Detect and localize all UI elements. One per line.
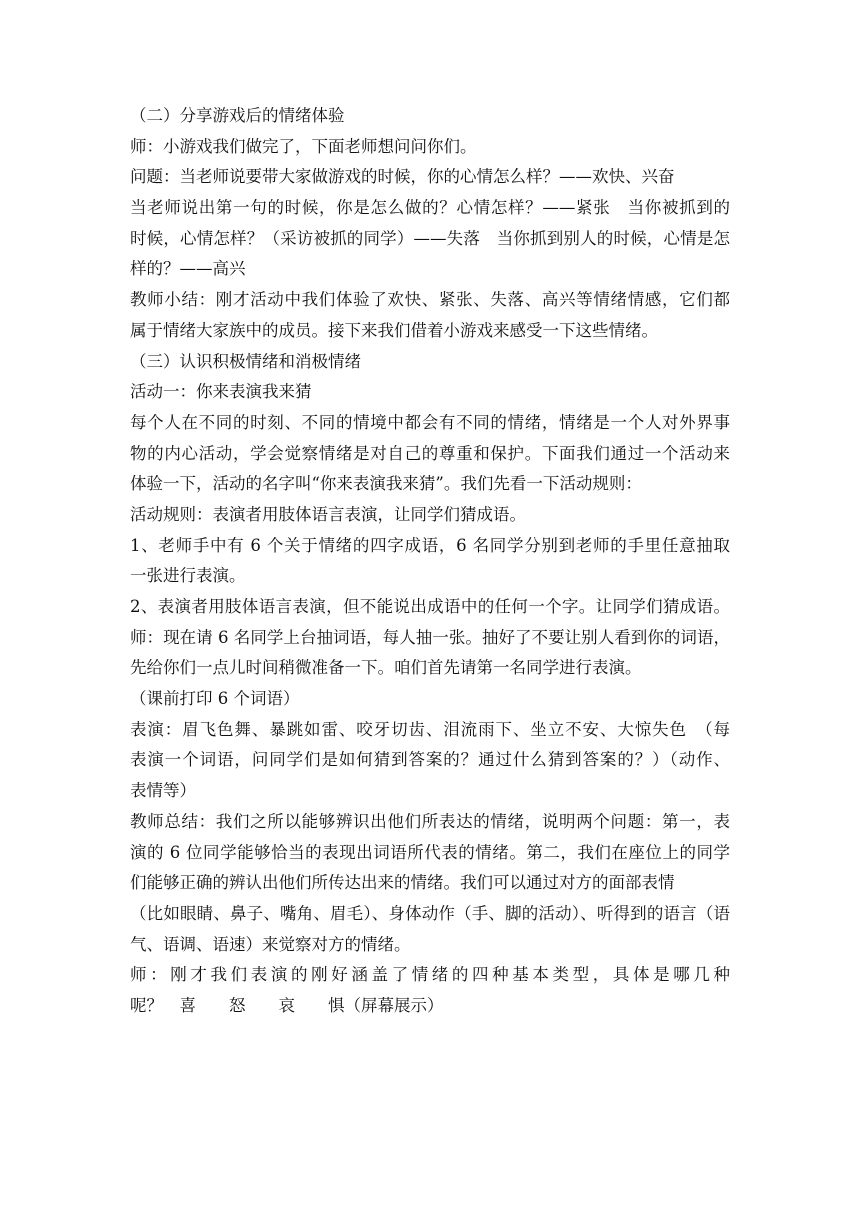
paragraph-line: 每个人在不同的时刻、不同的情境中都会有不同的情绪，情绪是一个人对外界事	[130, 412, 730, 432]
paragraph-line: 表演一个词语，问同学们是如何猜到答案的？通过什么猜到答案的？）（动作、	[130, 750, 730, 770]
paragraph-line: 表情等）	[130, 781, 196, 801]
paragraph-line: 体验一下，活动的名字叫“你来表演我来猜”。我们先看一下活动规则：	[130, 474, 642, 494]
paragraph-line: 师：刚才我们表演的刚好涵盖了情绪的四种基本类型，具体是哪几种	[130, 965, 730, 985]
section-heading: （二）分享游戏后的情绪体验	[130, 106, 345, 125]
paragraph-line: 1、老师手中有 6 个关于情绪的四字成语，6 名同学分别到老师的手里任意抽取	[130, 535, 730, 555]
paragraph-line: （课前打印 6 个词语）	[130, 689, 300, 709]
paragraph-line: 2、表演者用肢体语言表演，但不能说出成语中的任何一个字。让同学们猜成语。	[130, 597, 730, 616]
paragraph-line: 物的内心活动，学会觉察情绪是对自己的尊重和保护。下面我们通过一个活动来	[130, 443, 730, 463]
section-heading: （三）认识积极情绪和消极情绪	[130, 351, 361, 371]
paragraph-line: 当老师说出第一句的时候，你是怎么做的？心情怎样？——紧张 当你被抓到的	[130, 198, 730, 218]
paragraph-line: 表演：眉飞色舞、暴跳如雷、咬牙切齿、泪流雨下、坐立不安、大惊失色 （每	[130, 719, 730, 739]
paragraph-line: 呢？ 喜 怒 哀 惧（屏幕展示）	[130, 995, 444, 1015]
paragraph-line: 师：小游戏我们做完了，下面老师想问问你们。	[130, 136, 477, 156]
document-body	[130, 101, 730, 1022]
paragraph-line: 师：现在请 6 名同学上台抽词语，每人抽一张。抽好了不要让别人看到你的词语，	[130, 627, 730, 647]
paragraph-line: 样的？——高兴	[130, 259, 246, 279]
paragraph-line: 先给你们一点儿时间稍微准备一下。咱们首先请第一名同学进行表演。	[130, 658, 642, 678]
paragraph-line: 问题：当老师说要带大家做游戏的时候，你的心情怎么样？——欢快、兴奋	[130, 167, 675, 187]
paragraph-line: （比如眼睛、鼻子、嘴角、眉毛）、身体动作（手、脚的活动）、听得到的语言（语	[130, 903, 730, 923]
paragraph-line: 一张进行表演。	[130, 566, 246, 586]
paragraph-line: 们能够正确的辨认出他们所传达出来的情绪。我们可以通过对方的面部表情	[130, 873, 675, 893]
paragraph-line: 活动一：你来表演我来猜	[130, 382, 312, 402]
paragraph-line: 活动规则：表演者用肢体语言表演，让同学们猜成语。	[130, 504, 526, 524]
paragraph-line: 教师小结：刚才活动中我们体验了欢快、紧张、失落、高兴等情绪情感，它们都	[130, 290, 730, 310]
paragraph-line: 属于情绪大家族中的成员。接下来我们借着小游戏来感受一下这些情绪。	[130, 320, 658, 340]
paragraph-line: 时候，心情怎样？（采访被抓的同学）——失落 当你抓到别人的时候，心情是怎	[130, 228, 730, 248]
paragraph-line: 气、语调、语速）来觉察对方的情绪。	[130, 934, 411, 954]
paragraph-line: 演的 6 位同学能够恰当的表现出词语所代表的情绪。第二，我们在座位上的同学	[130, 842, 730, 862]
paragraph-line: 教师总结：我们之所以能够辨识出他们所表达的情绪，说明两个问题：第一，表	[130, 811, 730, 831]
